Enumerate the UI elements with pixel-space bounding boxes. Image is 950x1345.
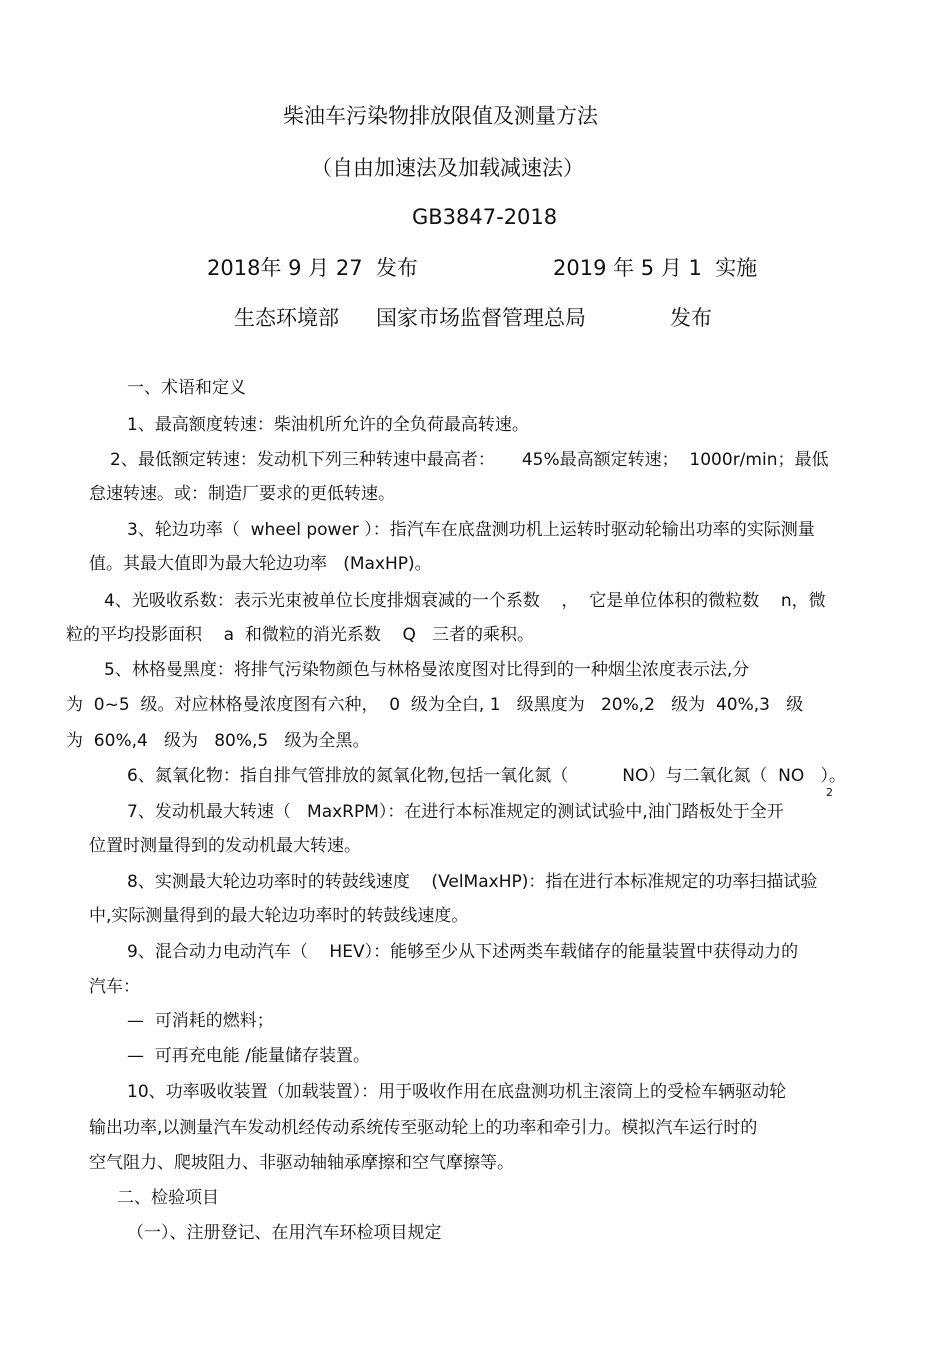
list-item-fuel: — 可消耗的燃料； bbox=[127, 1011, 274, 1031]
definition-9-line-1: 9、混合动力电动汽车（ HEV）：能够至少从下述两类车载储存的能量装置中获得动力的 bbox=[127, 942, 799, 962]
definition-1: 1、最高额度转速：柴油机所允许的全负荷最高转速。 bbox=[127, 415, 529, 435]
definition-7-line-2: 位置时测量得到的发动机最大转速。 bbox=[89, 836, 361, 856]
definition-5-line-1: 5、林格曼黑度：将排气污染物颜色与林格曼浓度图对比得到的一种烟尘浓度表示法,分 bbox=[104, 660, 750, 680]
definition-2-line-2: 怠速转速。或：制造厂要求的更低转速。 bbox=[89, 484, 395, 504]
definition-6: 6、氮氧化物：指自排气管排放的氮氧化物,包括一氧化氮（ NO）与二氧化氮（ NO ）。 bbox=[127, 766, 846, 786]
issuer-administration: 国家市场监督管理总局 bbox=[376, 306, 586, 330]
effective-date: 2019 年 5 月 1 实施 bbox=[553, 256, 758, 280]
subsection-heading-registration: （一）、注册登记、在用汽车环检项目规定 bbox=[127, 1223, 442, 1243]
definition-5-line-3: 为 60%,4 级为 80%,5 级为全黑。 bbox=[66, 731, 370, 751]
section-heading-terms: 一、术语和定义 bbox=[127, 378, 246, 398]
definition-2-line-1: 2、最低额定转速：发动机下列三种转速中最高者： 45%最高额定转速； 1000r/min；最低 bbox=[110, 450, 829, 470]
standard-code: GB3847-2018 bbox=[412, 205, 558, 229]
section-heading-inspection: 二、检验项目 bbox=[117, 1188, 219, 1208]
definition-7-line-1: 7、发动机最大转速（ MaxRPM）：在进行本标准规定的测试试验中,油门踏板处于全开 bbox=[127, 802, 784, 822]
definition-4-line-2: 粒的平均投影面积 a 和微粒的消光系数 Q 三者的乘积。 bbox=[66, 625, 535, 645]
definition-3-line-1: 3、轮边功率（ wheel power ）：指汽车在底盘测功机上运转时驱动轮输出功率的实际测量 bbox=[127, 520, 815, 540]
document-subtitle: （自由加速法及加载减速法） bbox=[311, 156, 584, 180]
definition-5-line-2: 为 0~5 级。对应林格曼浓度图有六种， 0 级为全白, 1 级黑度为 20%,2 级为 40%,3 级 bbox=[66, 695, 804, 715]
definition-10-line-2: 输出功率,以测量汽车发动机经传动系统传至驱动轮上的功率和牵引力。模拟汽车运行时的 bbox=[89, 1118, 758, 1138]
subscript-2: 2 bbox=[826, 786, 833, 799]
issue-label: 发布 bbox=[670, 306, 712, 330]
definition-4-line-1: 4、光吸收系数：表示光束被单位长度排烟衰减的一个系数 ， 它是单位体积的微粒数 n，微 bbox=[104, 591, 826, 611]
definition-10-line-3: 空气阻力、爬坡阻力、非驱动轴轴承摩擦和空气摩擦等。 bbox=[89, 1153, 514, 1173]
document-title: 柴油车污染物排放限值及测量方法 bbox=[283, 104, 598, 128]
definition-9-line-2: 汽车： bbox=[89, 977, 140, 997]
definition-10-line-1: 10、功率吸收装置（加载装置）：用于吸收作用在底盘测功机主滚筒上的受检车辆驱动轮 bbox=[127, 1082, 787, 1102]
issuer-ministry: 生态环境部 bbox=[234, 306, 339, 330]
definition-3-line-2: 值。其最大值即为最大轮边功率 (MaxHP)。 bbox=[89, 554, 432, 574]
list-item-energy-storage: — 可再充电能 /能量储存装置。 bbox=[127, 1046, 370, 1066]
definition-8-line-1: 8、实测最大轮边功率时的转鼓线速度 (VelMaxHP)：指在进行本标准规定的功率扫描试验 bbox=[127, 872, 818, 892]
release-date: 2018年 9 月 27 发布 bbox=[207, 256, 418, 280]
definition-8-line-2: 中,实际测量得到的最大轮边功率时的转鼓线速度。 bbox=[89, 906, 469, 926]
